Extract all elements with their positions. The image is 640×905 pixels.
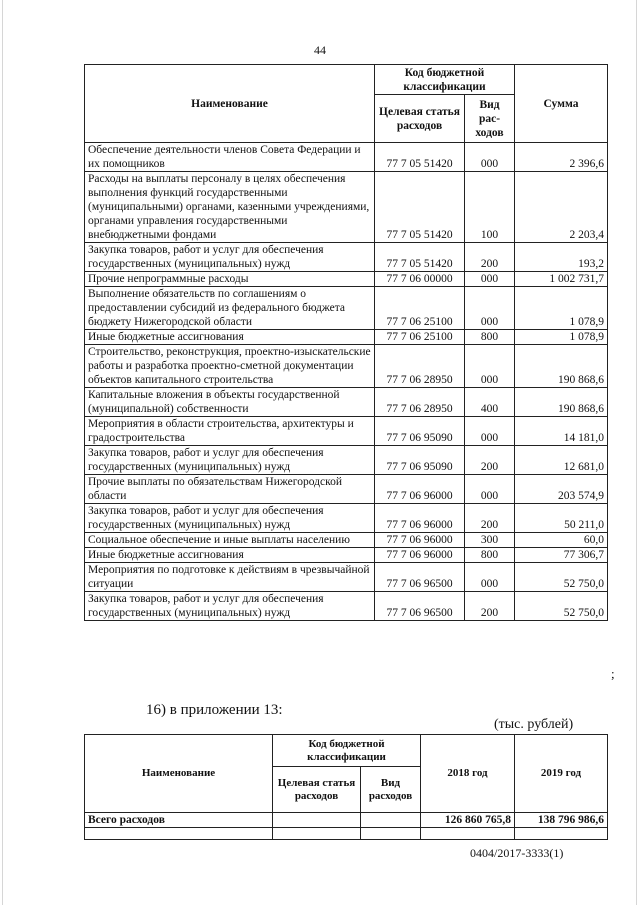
row-name: Расходы на выплаты персоналу в целях обеспечения выполнения функций государственными (муниципальными) органами, казенными учреждениями, органами управления государственными внебюджетными фондами	[85, 172, 375, 243]
row-type: 200	[465, 446, 515, 475]
header-sum: Сумма	[515, 65, 608, 143]
scan-edge-right	[636, 0, 637, 905]
row-type: 300	[465, 533, 515, 548]
row-type: 200	[465, 504, 515, 533]
row-code: 77 7 06 96000	[375, 504, 465, 533]
row-sum: 52 750,0	[515, 592, 608, 621]
row-code: 77 7 05 51420	[375, 143, 465, 172]
table-row	[85, 533, 608, 548]
row-sum: 190 868,6	[515, 388, 608, 417]
row-sum: 60,0	[515, 533, 608, 548]
row-code: 77 7 06 25100	[375, 287, 465, 330]
row-name: Социальное обеспечение и иные выплаты населению	[85, 533, 375, 548]
blank-cell	[85, 828, 273, 840]
row-sum: 12 681,0	[515, 446, 608, 475]
row-type: 100	[465, 172, 515, 243]
second-header-name: Наименование	[85, 735, 273, 813]
appendix-title: 16) в приложении 13:	[146, 702, 283, 718]
row-name: Закупка товаров, работ и услуг для обеспечения государственных (муниципальных) нужд	[85, 243, 375, 272]
blank-cell	[515, 828, 608, 840]
row-name: Закупка товаров, работ и услуг для обеспечения государственных (муниципальных) нужд	[85, 592, 375, 621]
row-type: 200	[465, 592, 515, 621]
header-code-group: Код бюджетной классификации	[375, 65, 515, 95]
table-row	[85, 172, 608, 243]
row-type: 800	[465, 548, 515, 563]
row-code: 77 7 06 96000	[375, 533, 465, 548]
row-name: Мероприятия по подготовке к действиям в чрезвычайной ситуации	[85, 563, 375, 592]
row-type: 000	[465, 345, 515, 388]
row-type: 000	[465, 475, 515, 504]
table-row	[85, 388, 608, 417]
units-label: (тыс. рублей)	[494, 717, 574, 732]
row-name: Строительство, реконструкция, проектно-изыскательские работы и разработка проектно-сметной документации объектов капитального строительства	[85, 345, 375, 388]
header-name: Наименование	[85, 65, 375, 143]
table-row	[85, 446, 608, 475]
table-row	[85, 345, 608, 388]
row-sum: 1 078,9	[515, 287, 608, 330]
row-code: 77 7 06 96000	[375, 475, 465, 504]
row-name: Иные бюджетные ассигнования	[85, 330, 375, 345]
row-code: 77 7 06 96500	[375, 563, 465, 592]
budget-table	[84, 64, 608, 621]
blank-cell	[361, 828, 421, 840]
row-type: 000	[465, 287, 515, 330]
row-name: Закупка товаров, работ и услуг для обеспечения государственных (муниципальных) нужд	[85, 446, 375, 475]
table-row	[85, 330, 608, 345]
row-sum: 1 078,9	[515, 330, 608, 345]
total-type	[361, 813, 421, 828]
second-header-2019: 2019 год	[515, 735, 608, 813]
row-code: 77 7 06 28950	[375, 388, 465, 417]
blank-cell	[421, 828, 515, 840]
header-expense-type: Вид рас-ходов	[465, 95, 515, 143]
second-header-expense-type: Вид расходов	[361, 767, 421, 813]
row-sum: 50 211,0	[515, 504, 608, 533]
table-row	[85, 287, 608, 330]
row-code: 77 7 06 96500	[375, 592, 465, 621]
row-code: 77 7 06 95090	[375, 446, 465, 475]
row-sum: 193,2	[515, 243, 608, 272]
row-type: 000	[465, 417, 515, 446]
table-row	[85, 417, 608, 446]
row-name: Закупка товаров, работ и услуг для обеспечения государственных (муниципальных) нужд	[85, 504, 375, 533]
row-sum: 77 306,7	[515, 548, 608, 563]
table-row	[85, 475, 608, 504]
table-row	[85, 143, 608, 172]
table-row	[85, 592, 608, 621]
row-name: Капитальные вложения в объекты государственной (муниципальной) собственности	[85, 388, 375, 417]
row-sum: 1 002 731,7	[515, 272, 608, 287]
row-name: Мероприятия в области строительства, архитектуры и градостроительства	[85, 417, 375, 446]
row-type: 000	[465, 563, 515, 592]
table-row	[85, 548, 608, 563]
table-row	[85, 504, 608, 533]
row-code: 77 7 05 51420	[375, 243, 465, 272]
row-type: 000	[465, 143, 515, 172]
table-row	[85, 563, 608, 592]
row-type: 200	[465, 243, 515, 272]
row-name: Прочие непрограммные расходы	[85, 272, 375, 287]
row-sum: 14 181,0	[515, 417, 608, 446]
blank-row	[85, 828, 608, 840]
row-code: 77 7 06 95090	[375, 417, 465, 446]
second-header-2018: 2018 год	[421, 735, 515, 813]
table-row	[85, 243, 608, 272]
table-row	[85, 272, 608, 287]
total-row	[85, 813, 608, 828]
trailing-semicolon: ;	[611, 666, 615, 681]
row-type: 800	[465, 330, 515, 345]
total-2018: 126 860 765,8	[421, 813, 515, 828]
row-name: Обеспечение деятельности членов Совета Федерации и их помощников	[85, 143, 375, 172]
row-name: Иные бюджетные ассигнования	[85, 548, 375, 563]
page-number: 44	[314, 43, 326, 57]
row-code: 77 7 05 51420	[375, 172, 465, 243]
appendix-table	[84, 734, 608, 840]
header-target-article: Целевая статья расходов	[375, 95, 465, 143]
row-code: 77 7 06 96000	[375, 548, 465, 563]
row-name: Прочие выплаты по обязательствам Нижегородской области	[85, 475, 375, 504]
row-sum: 2 396,6	[515, 143, 608, 172]
row-sum: 52 750,0	[515, 563, 608, 592]
budget-table-body	[85, 143, 608, 621]
total-2019: 138 796 986,6	[515, 813, 608, 828]
document-number: 0404/2017-3333(1)	[470, 846, 564, 860]
row-sum: 190 868,6	[515, 345, 608, 388]
row-code: 77 7 06 28950	[375, 345, 465, 388]
row-sum: 203 574,9	[515, 475, 608, 504]
row-sum: 2 203,4	[515, 172, 608, 243]
scan-edge-left	[2, 0, 3, 905]
second-header-target-article: Целевая статья расходов	[273, 767, 361, 813]
total-code	[273, 813, 361, 828]
row-code: 77 7 06 25100	[375, 330, 465, 345]
row-code: 77 7 06 00000	[375, 272, 465, 287]
row-type: 000	[465, 272, 515, 287]
second-header-code-group: Код бюджетной классификации	[273, 735, 421, 767]
row-type: 400	[465, 388, 515, 417]
row-name: Выполнение обязательств по соглашениям о предоставлении субсидий из федерального бюджета бюджету Нижегородской области	[85, 287, 375, 330]
total-label: Всего расходов	[85, 813, 273, 828]
blank-cell	[273, 828, 361, 840]
